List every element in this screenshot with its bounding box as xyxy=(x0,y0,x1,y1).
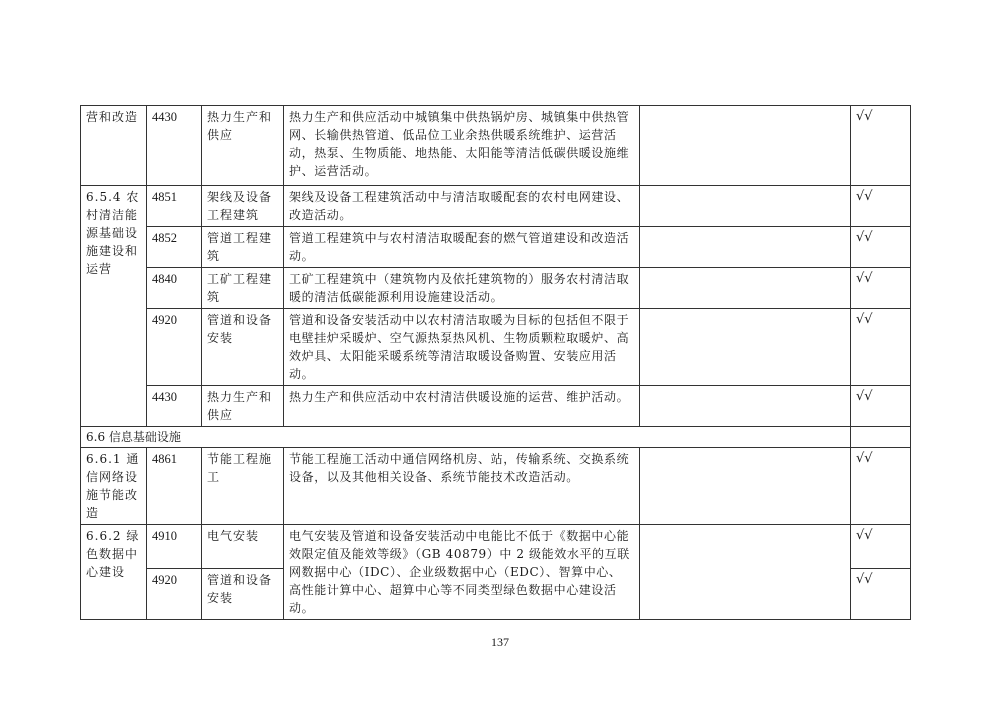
industry-name: 管道工程建筑 xyxy=(202,227,284,268)
blank-cell xyxy=(640,227,851,268)
activity-description: 热力生产和供应活动中城镇集中供热锅炉房、城镇集中供热管网、长输供热管道、低品位工业余热供暖系统维护、运营活动，热泵、生物质能、地热能、太阳能等清洁低碳供暖设施维护、运营活动。 xyxy=(284,106,640,186)
category-cell: 营和改造 xyxy=(81,106,147,186)
industry-name: 工矿工程建筑 xyxy=(202,268,284,309)
industry-name: 管道和设备安装 xyxy=(202,309,284,386)
blank-cell xyxy=(640,309,851,386)
industry-code: 4840 xyxy=(147,268,202,309)
check-mark: √√ xyxy=(851,569,911,620)
category-cell: 6.6.2 绿色数据中心建设 xyxy=(81,525,147,620)
check-mark: √√ xyxy=(851,268,911,309)
activity-description: 管道工程建筑中与农村清洁取暖配套的燃气管道建设和改造活动。 xyxy=(284,227,640,268)
industry-name: 电气安装 xyxy=(202,525,284,569)
activity-description: 热力生产和供应活动中农村清洁供暖设施的运营、维护活动。 xyxy=(284,386,640,427)
category-cell: 6.6.1 通信网络设施节能改造 xyxy=(81,448,147,525)
industry-code: 4430 xyxy=(147,386,202,427)
check-mark: √√ xyxy=(851,525,911,569)
activity-description: 架线及设备工程建筑活动中与清洁取暖配套的农村电网建设、改造活动。 xyxy=(284,186,640,227)
industry-code: 4861 xyxy=(147,448,202,525)
blank-cell xyxy=(851,427,911,448)
industry-code: 4852 xyxy=(147,227,202,268)
blank-cell xyxy=(640,448,851,525)
table-row xyxy=(81,186,911,227)
section-row xyxy=(81,427,911,448)
table-row xyxy=(81,386,911,427)
check-mark: √√ xyxy=(851,448,911,525)
industry-name: 架线及设备工程建筑 xyxy=(202,186,284,227)
activity-description: 节能工程施工活动中通信网络机房、站，传输系统、交换系统设备，以及其他相关设备、系统节能技术改造活动。 xyxy=(284,448,640,525)
activity-description: 工矿工程建筑中（建筑物内及依托建筑物的）服务农村清洁取暖的清洁低碳能源利用设施建设活动。 xyxy=(284,268,640,309)
check-mark: √√ xyxy=(851,106,911,186)
industry-code: 4430 xyxy=(147,106,202,186)
activity-description: 电气安装及管道和设备安装活动中电能比不低于《数据中心能效限定值及能效等级》（GB 40879）中 2 级能效水平的互联网数据中心（IDC）、企业级数据中心（EDC）、智算中心、高性能计算中心、超算中心等不同类型绿色数据中心建设活动。 xyxy=(284,525,640,620)
industry-name: 热力生产和供应 xyxy=(202,106,284,186)
blank-cell xyxy=(640,186,851,227)
industry-name: 热力生产和供应 xyxy=(202,386,284,427)
industry-code: 4910 xyxy=(147,525,202,569)
table-row xyxy=(81,106,911,186)
category-cell: 6.5.4 农村清洁能源基础设施建设和运营 xyxy=(81,186,147,427)
activity-description: 管道和设备安装活动中以农村清洁取暖为目标的包括但不限于电壁挂炉采暖炉、空气源热泵热风机、生物质颗粒取暖炉、高效炉具、太阳能采暖系统等清洁取暖设备购置、安装应用活动。 xyxy=(284,309,640,386)
check-mark: √√ xyxy=(851,186,911,227)
blank-cell xyxy=(640,268,851,309)
table-row xyxy=(81,525,911,569)
page-number: 137 xyxy=(491,635,509,649)
industry-name: 管道和设备安装 xyxy=(202,569,284,620)
check-mark: √√ xyxy=(851,386,911,427)
classification-table xyxy=(80,105,911,620)
blank-cell xyxy=(640,386,851,427)
blank-cell xyxy=(640,106,851,186)
check-mark: √√ xyxy=(851,309,911,386)
industry-code: 4920 xyxy=(147,569,202,620)
table-row xyxy=(81,448,911,525)
table-row xyxy=(81,227,911,268)
industry-code: 4851 xyxy=(147,186,202,227)
section-title: 6.6 信息基础设施 xyxy=(81,427,851,448)
blank-cell xyxy=(640,525,851,620)
industry-name: 节能工程施工 xyxy=(202,448,284,525)
table-row xyxy=(81,309,911,386)
check-mark: √√ xyxy=(851,227,911,268)
industry-code: 4920 xyxy=(147,309,202,386)
table-row xyxy=(81,268,911,309)
